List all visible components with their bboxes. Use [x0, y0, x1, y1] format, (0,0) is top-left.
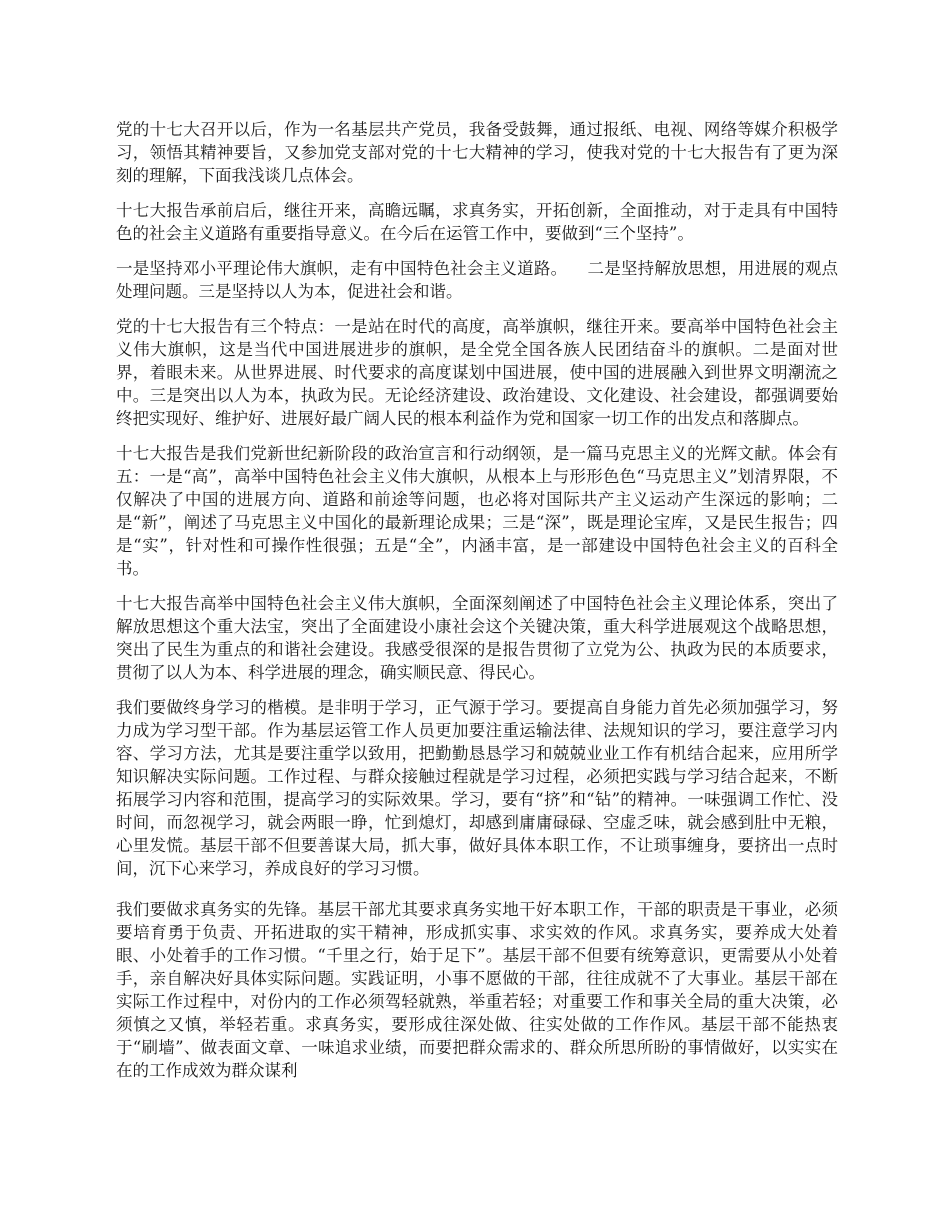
paragraph-report-overview: 十七大报告承前启后，继往开来，高瞻远瞩，求真务实，开拓创新，全面推动，对于走具有中国特色的社会主义道路有重要指导意义。在今后在运管工作中，要做到“三个坚持”。	[116, 201, 838, 243]
paragraph-lifelong-learning: 我们要做终身学习的楷模。是非明于学习，正气源于学习。要提高自身能力首先必须加强学习，努力成为学习型干部。作为基层运管工作人员更加要注重运输法律、法规知识的学习，要注意学习内容、学习方法，尤其是要注重学以致用，把勤勤恳恳学习和兢兢业业工作有机结合起来，应用所学知识解决实际问题。工作过程、与群众接触过程就是学习过程，必须把实践与学习结合起来，不断拓展学习内容和范围，提高学习的实际效果。学习，要有“挤”和“钻”的精神。一味强调工作忙、没时间，而忽视学习，就会两眼一睁，忙到熄灯，却感到庸庸碌碌、空虚乏味，就会感到肚中无粮，心里发慌。基层干部不但要善谋大局，抓大事，做好具体本职工作，不让琐事缠身，要挤出一点时间，沉下心来学习，养成良好的学习习惯。	[116, 698, 838, 878]
paragraph-five-insights: 十七大报告是我们党新世纪新阶段的政治宣言和行动纲领，是一篇马克思主义的光辉文献。体会有五：一是“高”，高举中国特色社会主义伟大旗帜，从根本上与形形色色“马克思主义”划清界限，不仅解决了中国的进展方向、道路和前途等问题，也必将对国际共产主义运动产生深远的影响；二是“新”，阐述了马克思主义中国化的最新理论成果；三是“深”，既是理论宝库，又是民生报告；四是“实”，针对性和可操作性很强；五是“全”，内涵丰富，是一部建设中国特色社会主义的百科全书。	[116, 444, 838, 578]
persist-one-text: 一是坚持邓小平理论伟大旗帜，走有中国特色社会主义道路。	[116, 259, 568, 278]
paragraph-pragmatic-pioneer: 我们要做求真务实的先锋。基层干部尤其要求真务实地干好本职工作，干部的职责是干事业，必须要培育勇于负责、开拓进取的实干精神，形成抓实事、求实效的作风。求真务实，要养成大处着眼、小处着手的工作习惯。“千里之行，始于足下”。基层干部不但要有统筹意识，更需要从小处着手，亲自解决好具体实际问题。实践证明，小事不愿做的干部，往往成就不了大事业。基层干部在实际工作过程中，对份内的工作必须驾轻就熟，举重若轻；对重要工作和事关全局的重大决策，必须慎之又慎，举轻若重。求真务实，要形成往深处做、往实处做的工作作风。基层干部不能热衷于“刷墙”、做表面文章、一味追求业绩，而要把群众需求的、群众所思所盼的事情做好，以实实在在的工作成效为群众谋利	[116, 900, 838, 1080]
paragraph-three-persists	[116, 257, 838, 303]
document-body	[116, 118, 838, 1082]
paragraph-intro: 党的十七大召开以后，作为一名基层共产党员，我备受鼓舞，通过报纸、电视、网络等媒介积极学习，领悟其精神要旨，又参加党支部对党的十七大精神的学习，使我对党的十七大报告有了更为深刻的理解，下面我浅谈几点体会。	[116, 120, 838, 185]
persist-two-three-text: 二是坚持解放思想，用进展的观点处理问题。三是坚持以人为本，促进社会和谐。	[116, 259, 839, 301]
paragraph-theory-system: 十七大报告高举中国特色社会主义伟大旗帜，全面深刻阐述了中国特色社会主义理论体系，突出了解放思想这个重大法宝，突出了全面建设小康社会这个关键决策，重大科学进展观这个战略思想，突出了民生为重点的和谐社会建设。我感受很深的是报告贯彻了立党为公、执政为民的本质要求，贯彻了以人为本、科学进展的理念，确实顺民意、得民心。	[116, 594, 838, 682]
paragraph-three-features: 党的十七大报告有三个特点：一是站在时代的高度，高举旗帜，继往开来。要高举中国特色社会主义伟大旗帜，这是当代中国进展进步的旗帜，是全党全国各族人民团结奋斗的旗帜。二是面对世界，着眼未来。从世界进展、时代要求的高度谋划中国进展，使中国的进展融入到世界文明潮流之中。三是突出以人为本，执政为民。无论经济建设、政治建设、文化建设、社会建设，都强调要始终把实现好、维护好、进展好最广阔人民的根本利益作为党和国家一切工作的出发点和落脚点。	[116, 317, 838, 428]
